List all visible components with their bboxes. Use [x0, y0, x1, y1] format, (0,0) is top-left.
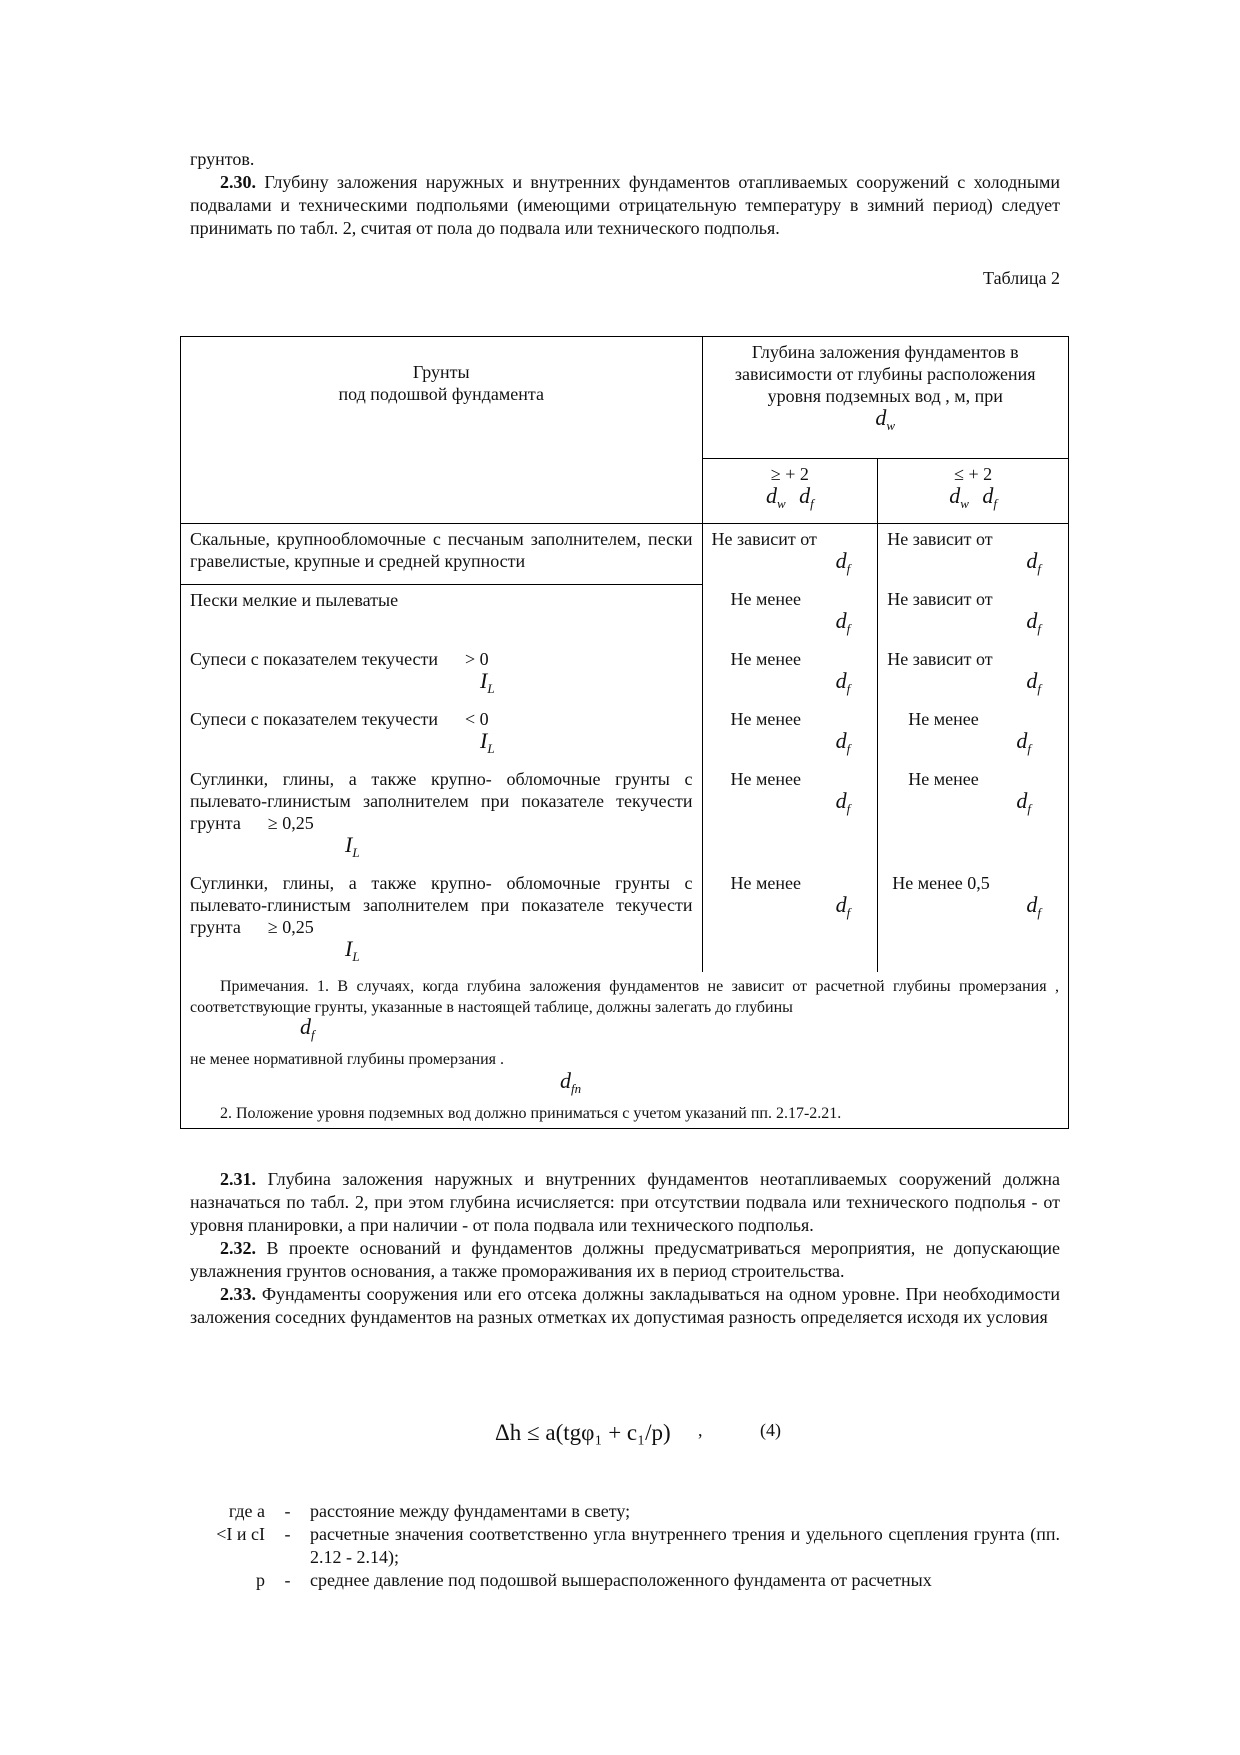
row5-c2: Не менее $d_f$: [878, 764, 1069, 868]
formula-comma: ,: [698, 1420, 703, 1440]
row4-c2: Не менее $d_f$: [878, 704, 1069, 764]
row6-c1: Не менее $d_f$: [702, 868, 878, 972]
paragraph-tail: грунтов.: [190, 149, 255, 169]
definitions: [200, 1500, 1060, 1592]
top-section: [190, 148, 1060, 290]
row6-soil: Суглинки, глины, а также крупно- обломочные грунты с пылевато-глинистым заполнителем при показателе текучести грунта ≥ 0,25 $I_L$: [181, 868, 703, 972]
row6-c2: Не менее 0,5 $d_f$: [878, 868, 1069, 972]
row5-soil: Суглинки, глины, а также крупно- обломочные грунты с пылевато-глинистым заполнителем при показателе текучести грунта ≥ 0,25 $I_L$: [181, 764, 703, 868]
header-depth-text: Глубина заложения фундаментов в зависимости от глубины расположения уровня подземных вод , м, при: [734, 342, 1036, 406]
subheader-le: ≤ + 2 $d_w$ $d_f$: [878, 459, 1069, 524]
paragraph-2-31: 2.31. Глубина заложения наружных и внутренних фундаментов неотапливаемых сооружений должна назначаться по табл. 2, при этом глубина исчисляется: при отсутствии подвала или технического подполья - от уровня планировки, а при наличии - от пола подвала или технического подполья.: [190, 1169, 1060, 1235]
table-row: [181, 704, 1069, 764]
header-depth: [702, 337, 1069, 459]
header-soils: [181, 337, 703, 524]
subscript-w: w: [886, 418, 896, 433]
note-1-end: не менее нормативной глубины промерзания .: [190, 1051, 505, 1068]
definition-item: <I и cI - расчетные значения соответственно угла внутреннего трения и удельного сцепления грунта (пп. 2.12 - 2.14);: [216, 1524, 1060, 1567]
definition-item: где a - расстояние между фундаментами в свету;: [228, 1501, 631, 1521]
row1-c1: Не зависит от $d_f$: [702, 524, 878, 585]
subheader-le-op: ≤ + 2: [954, 464, 993, 484]
table-notes-row: [181, 972, 1069, 1129]
formula-number: (4): [760, 1420, 781, 1440]
table-row: [181, 524, 1069, 585]
row4-soil: Супеси с показателем текучести < 0 $I_L$: [181, 704, 703, 764]
paragraph-2-30: [190, 171, 1060, 240]
subheader-ge-op: ≥ + 2: [770, 464, 809, 484]
clause-text: Глубину заложения наружных и внутренних фундаментов отапливаемых сооружений с холодными подвалами и техническими подпольями (имеющими отрицательную температуру в зимний период) следует принимать по табл. 2, считая от пола до подвала или технического подполья.: [190, 172, 1061, 238]
clause-number: 2.30.: [220, 172, 256, 192]
paragraph-2-33: 2.33. Фундаменты сооружения или его отсека должны закладываться на одном уровне. При необходимости заложения соседних фундаментов на разных отметках их допустимая разность определяется исходя их условия: [190, 1284, 1061, 1327]
paragraph-2-32: 2.32. В проекте оснований и фундаментов должны предусматриваться мероприятия, не допускающие увлажнения грунтов основания, а также промораживания их в период строительства.: [190, 1238, 1061, 1281]
header-soils-line2: под подошвой фундамента: [338, 384, 544, 404]
table-row: [181, 644, 1069, 704]
formula-4: Δh ≤ a(tgφ₁ + c₁/p): [495, 1420, 671, 1445]
note-2: 2. Положение уровня подземных вод должно приниматься с учетом указаний пп. 2.17-2.21.: [220, 1105, 842, 1122]
row5-c1: Не менее $d_f$: [702, 764, 878, 868]
row3-soil: Супеси с показателем текучести > 0 $I_L$: [181, 644, 703, 704]
table-header-row: [181, 337, 1069, 459]
table-notes: Примечания. 1. В случаях, когда глубина заложения фундаментов не зависит от расчетной глубины промерзания , соответствующие грунты, указанные в настоящей таблице, должны залегать до глубины $d_f$ не менее нормативной глубины промерзания . $d_{fn}$ 2. Положение уровня подземных вод должно приниматься с учетом указаний пп. 2.17-2.21.: [181, 972, 1069, 1129]
row3-c2: Не зависит от $d_f$: [878, 644, 1069, 704]
row2-c1: Не менее $d_f$: [702, 584, 878, 644]
subscript-fn: fn: [571, 1081, 582, 1096]
definition-item: p - среднее давление под подошвой вышерасположенного фундамента от расчетных: [256, 1570, 932, 1590]
table-row: [181, 764, 1069, 868]
symbol-dw: d: [875, 405, 887, 430]
row1-c2: Не зависит от $d_f$: [878, 524, 1069, 585]
row2-c2: Не зависит от $d_f$: [878, 584, 1069, 644]
subheader-ge: ≥ + 2 $d_w$ $d_f$: [702, 459, 878, 524]
table-row: [181, 868, 1069, 972]
table-caption: Таблица 2: [983, 268, 1060, 288]
row2-soil: Пески мелкие и пылеватые: [181, 584, 703, 644]
row1-soil: Скальные, крупнообломочные с песчаным заполнителем, пески гравелистые, крупные и средней крупности: [181, 524, 703, 585]
header-soils-line1: Грунты: [412, 362, 470, 382]
row4-c1: Не менее $d_f$: [702, 704, 878, 764]
row3-c1: Не менее $d_f$: [702, 644, 878, 704]
table-2: [180, 336, 1069, 1129]
table-row: [181, 584, 1069, 644]
section-2: [190, 1168, 1060, 1329]
note-1: Примечания. 1. В случаях, когда глубина заложения фундаментов не зависит от расчетной глубины промерзания , соответствующие грунты, указанные в настоящей таблице, должны залегать до глубины: [190, 978, 1059, 1016]
